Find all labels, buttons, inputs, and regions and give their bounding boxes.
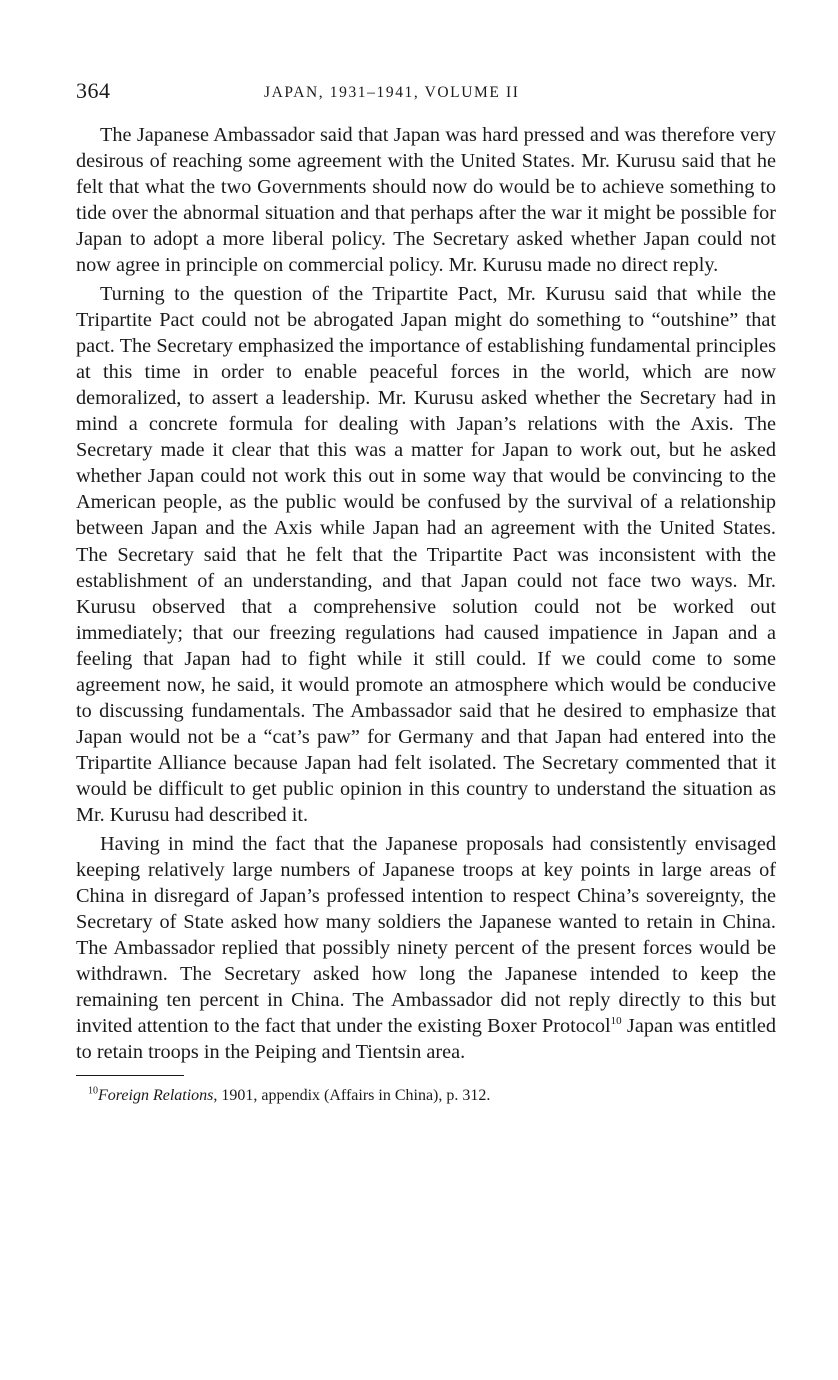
running-header [76, 78, 776, 108]
footnote-divider [76, 1075, 184, 1076]
page-number: 364 [76, 78, 111, 103]
paragraph-2: Turning to the question of the Tripartite Pact, Mr. Kurusu said that while the Tripartite Pact could not be abrogated Japan might do something to “outshine” that pact. The Secretary emphasized the importance of establishing fundamental principles at this time in order to enable peaceful forces in the world, which are now demoralized, to assert a leadership. Mr. Kurusu asked whether the Secretary had in mind a concrete formula for dealing with Japan’s relations with the Axis. The Secretary made it clear that this was a matter for Japan to work out, but he asked whether Japan could not work this out in some way that would be convincing to the American people, as the public would be confused by the survival of a relationship between Japan and the Axis while Japan had an agreement with the United States. The Secretary said that he felt that the Tripartite Pact was inconsistent with the establishment of an understanding, and that Japan could not face two ways. Mr. Kurusu observed that a comprehensive solution could not be worked out immediately; that our freezing regulations had caused impatience in Japan and a feeling that Japan had to fight while it still could. If we could come to some agreement now, he said, it would promote an atmosphere which would be conducive to discussing fundamentals. The Ambassador said that he desired to emphasize that Japan would not be a “cat’s paw” for Germany and that Japan had entered into the Tripartite Alliance because Japan had felt isolated. The Secretary commented that it would be difficult to get public opinion in this country to understand the situation as Mr. Kurusu had described it. [76, 282, 776, 827]
paragraph-3-text-end: Japan was entitled to retain troops in the Peiping and Tientsin area. [76, 1015, 776, 1064]
paragraph-3 [76, 831, 776, 1066]
paragraph-1: The Japanese Ambassador said that Japan was hard pressed and was therefore very desirous of reaching some agreement with the United States. Mr. Kurusu said that he felt that what the two Governments should now do would be to achieve something to tide over the abnormal situation and that perhaps after the war it might be possible for Japan to adopt a more liberal policy. The Secretary asked whether Japan could not now agree in principle on commercial policy. Mr. Kurusu made no direct reply. [76, 124, 776, 277]
footnote [76, 1086, 776, 1106]
footnote-number: 10 [88, 1086, 98, 1098]
footnote-source-title: Foreign Relations [98, 1087, 214, 1105]
footnote-citation: , 1901, appendix (Affairs in China), p. 312. [213, 1087, 491, 1105]
footnote-reference[interactable]: 10 [610, 1015, 622, 1028]
running-title: JAPAN, 1931–1941, VOLUME II [264, 84, 520, 101]
body-text [76, 122, 776, 1065]
paragraph-3-text-start: Having in mind the fact that the Japanese proposals had consistently envisaged keeping relatively large numbers of Japanese troops at key points in large areas of China in disregard of Japan’s professed intention to respect China’s sovereignty, the Secretary of State asked how many soldiers the Japanese wanted to retain in China. The Ambassador replied that possibly ninety percent of the present forces would be withdrawn. The Secretary asked how long the Japanese intended to keep the remaining ten percent in China. The Ambassador did not reply directly to this but invited attention to the fact that under the existing Boxer Protocol [76, 832, 776, 1038]
document-page [76, 78, 776, 1106]
